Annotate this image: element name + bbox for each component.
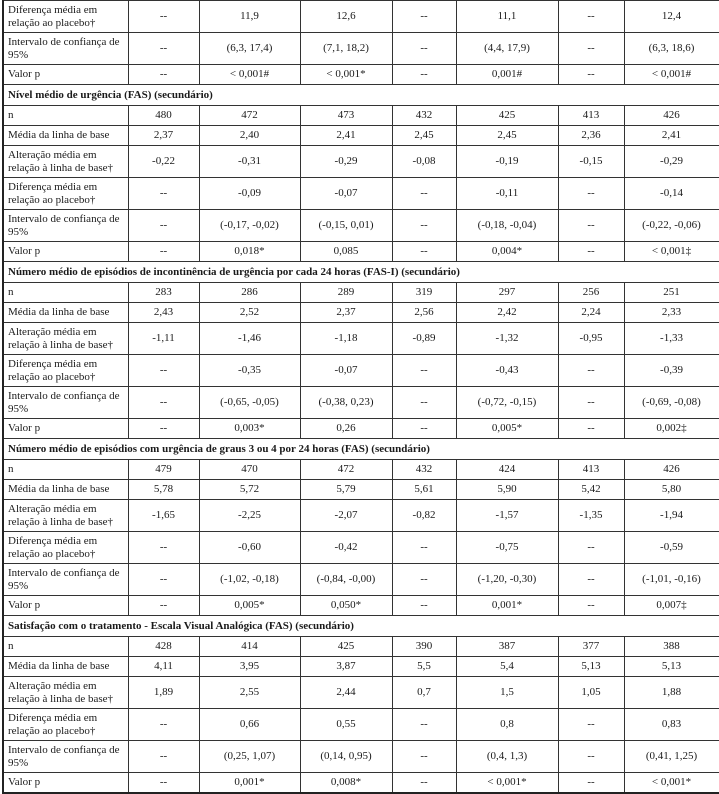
- row-label: Intervalo de confiança de 95%: [3, 741, 128, 773]
- table-row: [3, 480, 719, 500]
- table-cell: (0,4, 1,3): [456, 741, 558, 773]
- table-cell: --: [558, 355, 624, 387]
- table-cell: 1,5: [456, 677, 558, 709]
- table-body: [3, 1, 719, 794]
- table-cell: 251: [624, 283, 719, 303]
- row-label: Intervalo de confiança de 95%: [3, 564, 128, 596]
- row-label: Diferença média em relação ao placebo†: [3, 1, 128, 33]
- table-cell: 289: [300, 283, 392, 303]
- table-row: [3, 146, 719, 178]
- table-cell: 0,018*: [199, 242, 300, 262]
- table-cell: 0,050*: [300, 596, 392, 616]
- table-cell: 0,001#: [456, 65, 558, 85]
- table-cell: 2,45: [456, 126, 558, 146]
- table-row: [3, 126, 719, 146]
- table-cell: 4,11: [128, 657, 199, 677]
- table-cell: --: [392, 242, 456, 262]
- table-cell: -0,07: [300, 178, 392, 210]
- table-cell: --: [128, 419, 199, 439]
- row-label: Diferença média em relação ao placebo†: [3, 532, 128, 564]
- table-cell: --: [392, 741, 456, 773]
- table-row: [3, 637, 719, 657]
- table-cell: 0,007‡: [624, 596, 719, 616]
- table-cell: 414: [199, 637, 300, 657]
- table-cell: < 0,001*: [624, 773, 719, 794]
- table-row: [3, 1, 719, 33]
- table-cell: (7,1, 18,2): [300, 33, 392, 65]
- table-cell: -2,07: [300, 500, 392, 532]
- row-label: Alteração média em relação à linha de base†: [3, 677, 128, 709]
- table-cell: 390: [392, 637, 456, 657]
- table-cell: --: [128, 741, 199, 773]
- table-cell: 0,085: [300, 242, 392, 262]
- table-cell: 0,008*: [300, 773, 392, 794]
- table-cell: --: [392, 709, 456, 741]
- table-row: [3, 460, 719, 480]
- row-label: n: [3, 283, 128, 303]
- table-cell: (-0,69, -0,08): [624, 387, 719, 419]
- table-row: [3, 178, 719, 210]
- table-cell: -0,82: [392, 500, 456, 532]
- table-cell: --: [558, 65, 624, 85]
- table-cell: 5,79: [300, 480, 392, 500]
- table-row: [3, 677, 719, 709]
- table-cell: (-0,18, -0,04): [456, 210, 558, 242]
- table-cell: 5,42: [558, 480, 624, 500]
- table-cell: --: [558, 741, 624, 773]
- table-cell: 2,24: [558, 303, 624, 323]
- table-cell: 11,1: [456, 1, 558, 33]
- table-cell: --: [558, 419, 624, 439]
- table-cell: (6,3, 17,4): [199, 33, 300, 65]
- table-cell: 426: [624, 460, 719, 480]
- table-cell: (-0,38, 0,23): [300, 387, 392, 419]
- table-cell: 2,44: [300, 677, 392, 709]
- section-title: Número médio de episódios de incontinência de urgência por cada 24 horas (FAS-I) (secundário): [3, 262, 719, 283]
- table-cell: (4,4, 17,9): [456, 33, 558, 65]
- table-cell: -0,15: [558, 146, 624, 178]
- table-cell: --: [558, 242, 624, 262]
- table-cell: 0,001*: [456, 596, 558, 616]
- table-cell: --: [558, 532, 624, 564]
- row-label: n: [3, 106, 128, 126]
- table-cell: 2,43: [128, 303, 199, 323]
- table-cell: --: [128, 773, 199, 794]
- table-cell: 470: [199, 460, 300, 480]
- table-cell: -0,09: [199, 178, 300, 210]
- table-cell: 0,66: [199, 709, 300, 741]
- table-row: [3, 242, 719, 262]
- table-cell: --: [128, 178, 199, 210]
- table-cell: 5,13: [624, 657, 719, 677]
- table-cell: (-1,01, -0,16): [624, 564, 719, 596]
- table-cell: --: [392, 1, 456, 33]
- table-cell: 0,8: [456, 709, 558, 741]
- row-label: Média da linha de base: [3, 480, 128, 500]
- table-cell: -1,94: [624, 500, 719, 532]
- table-cell: < 0,001‡: [624, 242, 719, 262]
- table-cell: --: [128, 33, 199, 65]
- table-cell: 286: [199, 283, 300, 303]
- table-cell: --: [558, 564, 624, 596]
- table-cell: --: [392, 532, 456, 564]
- table-cell: (0,41, 1,25): [624, 741, 719, 773]
- row-label: Intervalo de confiança de 95%: [3, 33, 128, 65]
- table-cell: --: [392, 65, 456, 85]
- table-cell: 428: [128, 637, 199, 657]
- table-cell: 5,90: [456, 480, 558, 500]
- table-cell: 1,88: [624, 677, 719, 709]
- table-cell: 388: [624, 637, 719, 657]
- table-row: [3, 210, 719, 242]
- table-cell: 425: [456, 106, 558, 126]
- table-cell: --: [128, 532, 199, 564]
- table-cell: 1,05: [558, 677, 624, 709]
- table-cell: 0,55: [300, 709, 392, 741]
- table-cell: 0,005*: [199, 596, 300, 616]
- table-cell: (0,14, 0,95): [300, 741, 392, 773]
- table-cell: --: [392, 210, 456, 242]
- table-cell: --: [128, 355, 199, 387]
- table-cell: 2,42: [456, 303, 558, 323]
- table-cell: -0,35: [199, 355, 300, 387]
- table-cell: --: [128, 709, 199, 741]
- table-cell: 472: [300, 460, 392, 480]
- table-cell: (-1,20, -0,30): [456, 564, 558, 596]
- table-cell: 2,36: [558, 126, 624, 146]
- table-cell: < 0,001#: [624, 65, 719, 85]
- table-row: [3, 773, 719, 794]
- table-cell: -0,75: [456, 532, 558, 564]
- table-cell: -0,31: [199, 146, 300, 178]
- table-cell: 11,9: [199, 1, 300, 33]
- table-cell: 5,72: [199, 480, 300, 500]
- table-cell: -0,59: [624, 532, 719, 564]
- table-cell: --: [128, 564, 199, 596]
- table-cell: --: [128, 65, 199, 85]
- table-cell: 5,80: [624, 480, 719, 500]
- table-row: [3, 65, 719, 85]
- table-cell: -1,33: [624, 323, 719, 355]
- table-cell: --: [392, 355, 456, 387]
- table-cell: 2,41: [624, 126, 719, 146]
- table-cell: 3,95: [199, 657, 300, 677]
- table-cell: 473: [300, 106, 392, 126]
- results-table: [2, 0, 719, 794]
- table-cell: 0,003*: [199, 419, 300, 439]
- table-cell: 2,55: [199, 677, 300, 709]
- table-cell: 319: [392, 283, 456, 303]
- table-cell: --: [558, 596, 624, 616]
- section-header-row: [3, 616, 719, 637]
- table-cell: 479: [128, 460, 199, 480]
- row-label: Valor p: [3, 65, 128, 85]
- table-cell: -1,46: [199, 323, 300, 355]
- table-cell: 0,002‡: [624, 419, 719, 439]
- table-cell: 2,33: [624, 303, 719, 323]
- row-label: Alteração média em relação à linha de base†: [3, 500, 128, 532]
- table-cell: 2,41: [300, 126, 392, 146]
- table-cell: -0,08: [392, 146, 456, 178]
- table-cell: -1,32: [456, 323, 558, 355]
- table-row: [3, 387, 719, 419]
- table-cell: -1,35: [558, 500, 624, 532]
- table-cell: 5,13: [558, 657, 624, 677]
- table-cell: -1,65: [128, 500, 199, 532]
- table-cell: --: [128, 1, 199, 33]
- table-cell: -2,25: [199, 500, 300, 532]
- table-cell: 432: [392, 460, 456, 480]
- table-cell: 2,52: [199, 303, 300, 323]
- table-cell: -1,57: [456, 500, 558, 532]
- row-label: Alteração média em relação à linha de base†: [3, 146, 128, 178]
- table-cell: 426: [624, 106, 719, 126]
- table-cell: --: [558, 709, 624, 741]
- table-cell: -0,07: [300, 355, 392, 387]
- row-label: Valor p: [3, 242, 128, 262]
- row-label: Intervalo de confiança de 95%: [3, 387, 128, 419]
- table-cell: 0,004*: [456, 242, 558, 262]
- table-cell: --: [392, 419, 456, 439]
- section-title: Número médio de episódios com urgência de graus 3 ou 4 por 24 horas (FAS) (secundário): [3, 439, 719, 460]
- table-cell: --: [392, 387, 456, 419]
- table-cell: -0,42: [300, 532, 392, 564]
- table-cell: 0,26: [300, 419, 392, 439]
- table-cell: < 0,001*: [300, 65, 392, 85]
- table-cell: (6,3, 18,6): [624, 33, 719, 65]
- table-row: [3, 419, 719, 439]
- table-row: [3, 106, 719, 126]
- section-header-row: [3, 439, 719, 460]
- row-label: Diferença média em relação ao placebo†: [3, 178, 128, 210]
- table-cell: -1,11: [128, 323, 199, 355]
- table-row: [3, 657, 719, 677]
- table-row: [3, 532, 719, 564]
- table-cell: 480: [128, 106, 199, 126]
- table-cell: -0,11: [456, 178, 558, 210]
- table-cell: 424: [456, 460, 558, 480]
- table-cell: -0,14: [624, 178, 719, 210]
- table-cell: 2,40: [199, 126, 300, 146]
- table-cell: (-0,17, -0,02): [199, 210, 300, 242]
- table-cell: 12,6: [300, 1, 392, 33]
- table-cell: 432: [392, 106, 456, 126]
- table-cell: --: [558, 33, 624, 65]
- table-row: [3, 355, 719, 387]
- table-cell: -0,39: [624, 355, 719, 387]
- table-cell: --: [128, 210, 199, 242]
- table-cell: --: [392, 33, 456, 65]
- table-cell: (-0,72, -0,15): [456, 387, 558, 419]
- table-cell: 5,4: [456, 657, 558, 677]
- table-row: [3, 33, 719, 65]
- table-row: [3, 303, 719, 323]
- table-cell: 297: [456, 283, 558, 303]
- table-cell: 283: [128, 283, 199, 303]
- table-cell: --: [392, 178, 456, 210]
- table-cell: 472: [199, 106, 300, 126]
- row-label: Média da linha de base: [3, 126, 128, 146]
- table-cell: 377: [558, 637, 624, 657]
- table-cell: --: [558, 178, 624, 210]
- table-cell: 256: [558, 283, 624, 303]
- row-label: Média da linha de base: [3, 303, 128, 323]
- section-header-row: [3, 85, 719, 106]
- table-cell: 0,001*: [199, 773, 300, 794]
- table-cell: (-0,15, 0,01): [300, 210, 392, 242]
- row-label: n: [3, 637, 128, 657]
- table-cell: -0,43: [456, 355, 558, 387]
- table-cell: --: [558, 1, 624, 33]
- table-cell: 0,005*: [456, 419, 558, 439]
- table-cell: --: [392, 564, 456, 596]
- table-cell: (-0,84, -0,00): [300, 564, 392, 596]
- table-cell: (-0,22, -0,06): [624, 210, 719, 242]
- table-cell: < 0,001#: [199, 65, 300, 85]
- table-cell: 413: [558, 460, 624, 480]
- table-cell: --: [128, 242, 199, 262]
- table-cell: -0,19: [456, 146, 558, 178]
- table-cell: 0,83: [624, 709, 719, 741]
- table-cell: (0,25, 1,07): [199, 741, 300, 773]
- table-cell: (-1,02, -0,18): [199, 564, 300, 596]
- section-header-row: [3, 262, 719, 283]
- table-cell: --: [558, 210, 624, 242]
- table-cell: --: [558, 387, 624, 419]
- table-cell: 5,5: [392, 657, 456, 677]
- table-cell: (-0,65, -0,05): [199, 387, 300, 419]
- table-cell: 12,4: [624, 1, 719, 33]
- row-label: Valor p: [3, 773, 128, 794]
- table-cell: -0,95: [558, 323, 624, 355]
- table-row: [3, 709, 719, 741]
- row-label: Diferença média em relação ao placebo†: [3, 709, 128, 741]
- table-cell: -0,29: [624, 146, 719, 178]
- table-cell: -0,89: [392, 323, 456, 355]
- table-cell: 3,87: [300, 657, 392, 677]
- row-label: Diferença média em relação ao placebo†: [3, 355, 128, 387]
- table-cell: 2,37: [128, 126, 199, 146]
- table-cell: -0,29: [300, 146, 392, 178]
- row-label: Valor p: [3, 596, 128, 616]
- row-label: Valor p: [3, 419, 128, 439]
- table-cell: 1,89: [128, 677, 199, 709]
- row-label: Alteração média em relação à linha de base†: [3, 323, 128, 355]
- table-row: [3, 564, 719, 596]
- table-row: [3, 323, 719, 355]
- table-row: [3, 500, 719, 532]
- table-cell: 425: [300, 637, 392, 657]
- table-cell: 0,7: [392, 677, 456, 709]
- table-cell: --: [392, 773, 456, 794]
- table-cell: 2,45: [392, 126, 456, 146]
- table-cell: -0,60: [199, 532, 300, 564]
- row-label: Intervalo de confiança de 95%: [3, 210, 128, 242]
- table-cell: 2,37: [300, 303, 392, 323]
- table-row: [3, 596, 719, 616]
- table-cell: 2,56: [392, 303, 456, 323]
- table-cell: 5,61: [392, 480, 456, 500]
- row-label: Média da linha de base: [3, 657, 128, 677]
- table-cell: 5,78: [128, 480, 199, 500]
- row-label: n: [3, 460, 128, 480]
- section-title: Nível médio de urgência (FAS) (secundário): [3, 85, 719, 106]
- table-cell: -0,22: [128, 146, 199, 178]
- table-cell: 387: [456, 637, 558, 657]
- table-cell: --: [558, 773, 624, 794]
- table-cell: --: [128, 596, 199, 616]
- table-cell: < 0,001*: [456, 773, 558, 794]
- table-cell: -1,18: [300, 323, 392, 355]
- table-cell: 413: [558, 106, 624, 126]
- section-title: Satisfação com o tratamento - Escala Visual Analógica (FAS) (secundário): [3, 616, 719, 637]
- table-row: [3, 283, 719, 303]
- table-cell: --: [128, 387, 199, 419]
- table-cell: --: [392, 596, 456, 616]
